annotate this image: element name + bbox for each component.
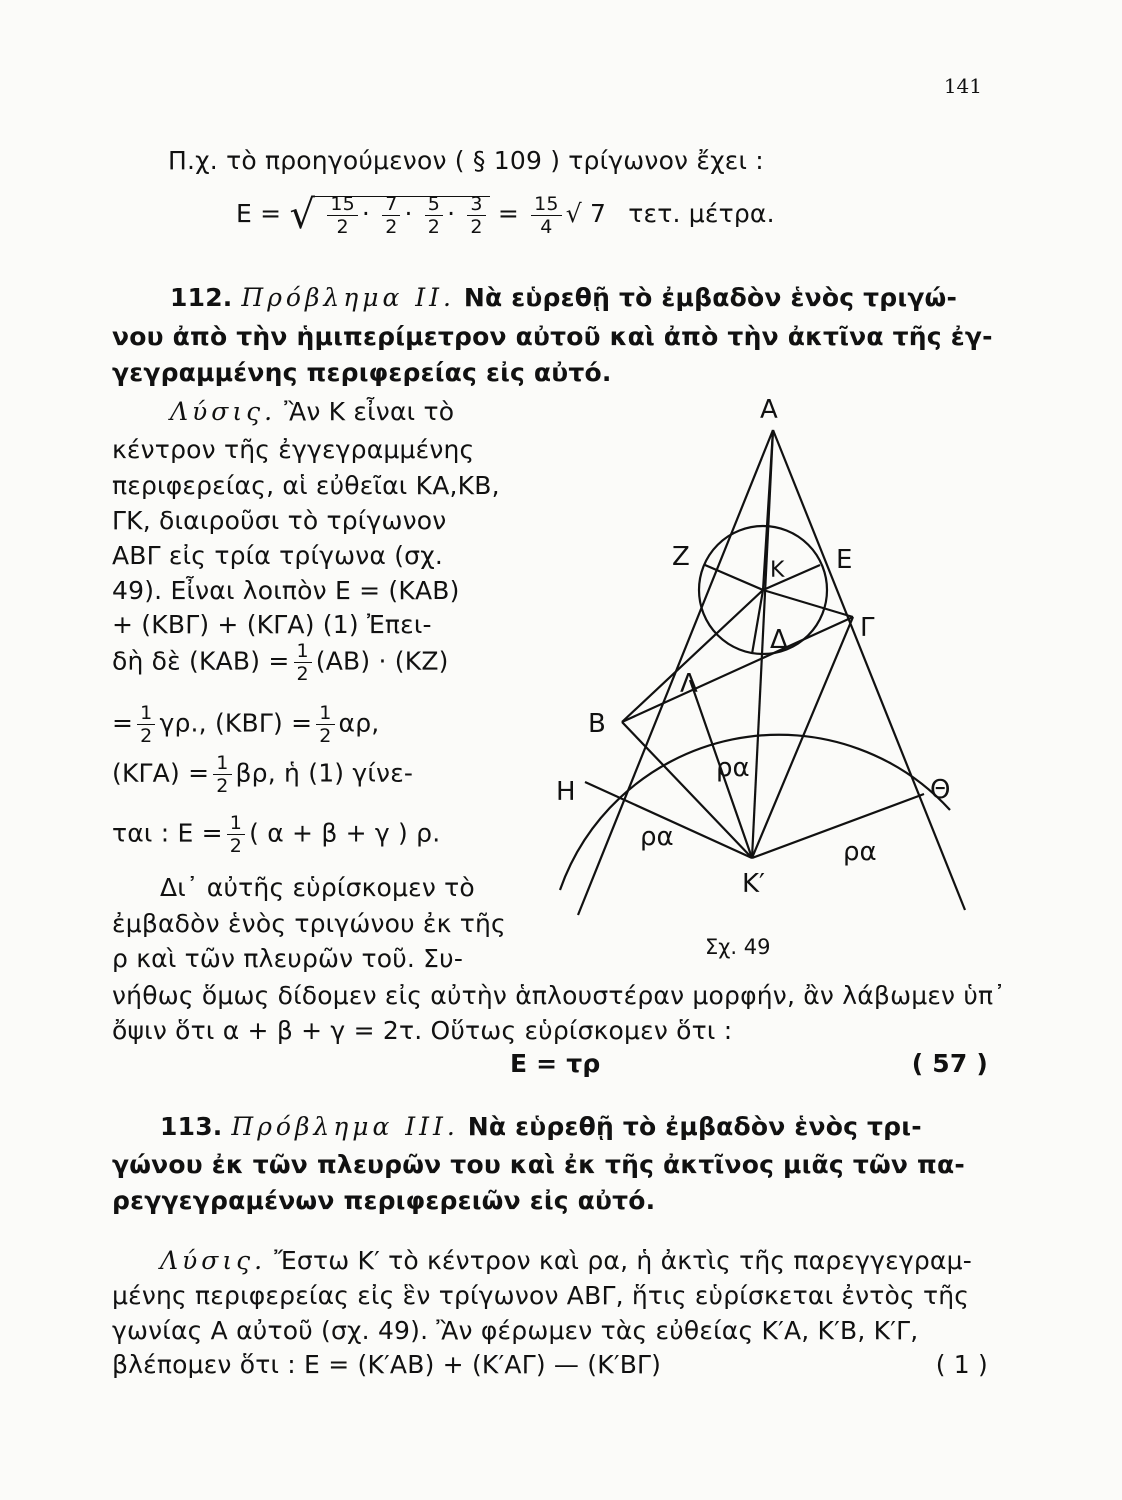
solution-112-l5: ΑΒΓ εἰς τρία τρίγωνα (σχ. — [112, 541, 444, 570]
label-h: Η — [556, 777, 576, 807]
page-number: 141 — [943, 74, 982, 98]
solution-112-l3: περιφερείας, αἱ εὐθεῖαι ΚΑ,ΚΒ, — [112, 471, 500, 500]
figure-49 — [520, 380, 1000, 940]
solution-112-l15: νήθως ὅμως δίδομεν εἰς αὐτὴν ἁπλουστέραν μορφήν, ἂν λάβωμεν ὑπ᾽ — [112, 981, 1006, 1010]
solution-113-l1: Λύσις. Ἔστω Κ′ τὸ κέντρον καὶ ρα, ἡ ἀκτὶς τῆς παρεγγεγραμ- — [160, 1246, 972, 1275]
solution-112-l14: ρ καὶ τῶν πλευρῶν τοῦ. Συ- — [112, 944, 464, 973]
sqrt-body: $\frac{15}{2}$ · $\frac{7}{2}$ · $\frac{5}{2}$ · $\frac{3}{2}$ — [315, 196, 490, 228]
label-g: Γ — [860, 613, 875, 643]
problem-112-line2: νου ἀπὸ τὴν ἡμιπερίμετρον αὐτοῦ καὶ ἀπὸ τὴν ἀκτῖνα τῆς ἐγ- — [112, 322, 993, 351]
label-rho-1: ρα — [716, 753, 750, 783]
label-z: Ζ — [672, 542, 690, 572]
label-k: Κ — [770, 558, 785, 583]
formula-57: Ε = τρ — [510, 1049, 601, 1078]
side-bg — [622, 617, 853, 722]
example-intro: Π.χ. τὸ προηγούμενον ( § 109 ) τρίγωνον ἔχει : — [168, 146, 764, 175]
formula-lhs: Ε = — [236, 199, 282, 228]
solution-112-l1: Λύσις. Ἂν Κ εἶναι τὸ — [170, 397, 455, 426]
label-rho-2: ρα — [640, 822, 674, 852]
solution-112-l8: δὴ δὲ (ΚΑΒ) = $\frac{1}{2}$ (ΑΒ) · (ΚΖ) — [112, 640, 449, 685]
label-d: Δ — [770, 625, 788, 655]
problem-113-line2: γώνου ἐκ τῶν πλευρῶν του καὶ ἐκ τῆς ἀκτῖνος μιᾶς τῶν πα- — [112, 1150, 965, 1179]
equation-number-57: ( 57 ) — [911, 1049, 988, 1078]
solution-113-l4: βλέπομεν ὅτι : Ε = (Κ′ΑΒ) + (Κ′ΑΓ) — (Κ′ΒΓ) — [112, 1350, 662, 1379]
problem-112-line1: 112. Πρόβλημα ΙΙ. Νὰ εὑρεθῇ τὸ ἐμβαδὸν ἑνὸς τριγώ- — [170, 283, 958, 312]
solution-112-l7: + (ΚΒΓ) + (ΚΓΑ) (1) Ἐπει- — [112, 610, 432, 639]
fraction: $\frac{3}{2}$ — [467, 193, 485, 238]
solution-112-l9: = $\frac{1}{2}$ γρ., (ΚΒΓ) = $\frac{1}{2}$ αρ, — [112, 702, 380, 747]
label-b: Β — [588, 709, 606, 739]
unit: τετ. μέτρα. — [628, 199, 775, 228]
root-seven: √ 7 — [565, 199, 607, 228]
solution-112-l10: (ΚΓΑ) = $\frac{1}{2}$ βρ, ἡ (1) γίνε- — [112, 752, 414, 797]
equation-number-1: ( 1 ) — [935, 1350, 988, 1379]
label-rho-3: ρα — [843, 837, 877, 867]
solution-112-l2: κέντρον τῆς ἐγγεγραμμένης — [112, 435, 475, 464]
solution-112-l11: ται : Ε = $\frac{1}{2}$ ( α + β + γ ) ρ. — [112, 812, 441, 857]
label-e: Ε — [836, 545, 853, 575]
fraction: $\frac{15}{4}$ — [531, 193, 562, 238]
fraction: $\frac{15}{2}$ — [327, 193, 358, 238]
label-a: Α — [760, 395, 778, 425]
problem-112-line3: γεγραμμένης περιφερείας εἰς αὐτό. — [112, 358, 612, 387]
label-th: Θ — [930, 775, 951, 805]
solution-112-l4: ΓΚ, διαιροῦσι τὸ τρίγωνον — [112, 506, 447, 535]
solution-112-l6: 49). Εἶναι λοιπὸν Ε = (ΚΑΒ) — [112, 576, 460, 605]
figure-caption: Σχ. 49 — [705, 935, 771, 959]
equals: = — [497, 199, 519, 228]
fraction: $\frac{7}{2}$ — [382, 193, 400, 238]
label-kp: Κ′ — [742, 869, 765, 899]
solution-112-l13: ἐμβαδὸν ἑνὸς τριγώνου ἐκ τῆς — [112, 909, 506, 938]
problem-113-line1: 113. Πρόβλημα ΙΙΙ. Νὰ εὑρεθῇ τὸ ἐμβαδὸν ἑνὸς τρι- — [160, 1112, 922, 1141]
solution-112-l16: ὄψιν ὅτι α + β + γ = 2τ. Οὕτως εὑρίσκομεν ὅτι : — [112, 1016, 733, 1045]
solution-113-l2: μένης περιφερείας εἰς ἓν τρίγωνον ΑΒΓ, ἥτις εὑρίσκεται ἐντὸς τῆς — [112, 1281, 970, 1310]
solution-112-l12: Δι᾽ αὐτῆς εὑρίσκομεν τὸ — [160, 873, 475, 902]
solution-113-l3: γωνίας Α αὐτοῦ (σχ. 49). Ἂν φέρωμεν τὰς εὐθείας Κ′Α, Κ′Β, Κ′Γ, — [112, 1316, 919, 1345]
problem-113-line3: ρεγγεγραμένων περιφερειῶν εἰς αὐτό. — [112, 1186, 656, 1215]
fraction: $\frac{5}{2}$ — [425, 193, 443, 238]
sqrt-sign: √ — [289, 192, 316, 238]
example-formula — [236, 192, 775, 238]
label-l: Λ — [680, 669, 698, 699]
